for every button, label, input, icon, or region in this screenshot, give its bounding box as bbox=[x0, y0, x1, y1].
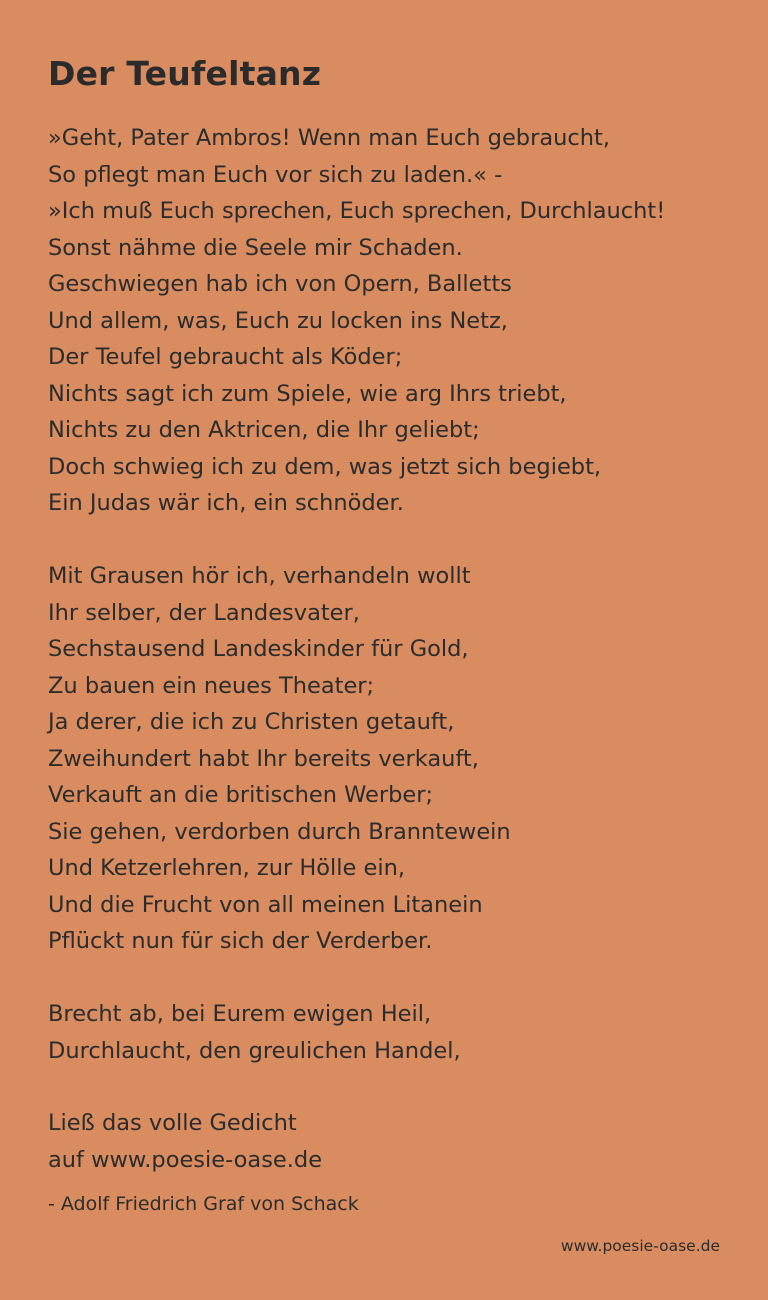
read-more-note bbox=[48, 1105, 322, 1179]
stanza-gap bbox=[48, 960, 748, 997]
poem-author: - Adolf Friedrich Graf von Schack bbox=[48, 1193, 359, 1215]
poem-title: Der Teufeltanz bbox=[48, 54, 322, 93]
poem-line: Der Teufel gebraucht als Köder; bbox=[48, 344, 403, 370]
poem-line: Zweihundert habt Ihr bereits verkauft, bbox=[48, 745, 479, 772]
poem-line: »Ich muß Euch sprechen, Euch sprechen, Durchlaucht! bbox=[48, 198, 666, 224]
poem-line: Sie gehen, verdorben durch Branntewein bbox=[48, 818, 511, 845]
poem-line: Pflückt nun für sich der Verderber. bbox=[48, 928, 433, 954]
stanza-2 bbox=[48, 558, 748, 960]
poem-line: Zu bauen ein neues Theater; bbox=[48, 672, 375, 699]
poem-line: Und allem, was, Euch zu locken ins Netz, bbox=[48, 307, 508, 334]
poem-line: Ja derer, die ich zu Christen getauft, bbox=[48, 709, 455, 735]
poem-line: »Geht, Pater Ambros! Wenn man Euch gebraucht, bbox=[48, 125, 610, 151]
poem-line: Und die Frucht von all meinen Litanein bbox=[48, 891, 483, 918]
stanza-3 bbox=[48, 996, 748, 1069]
website-watermark: www.poesie-oase.de bbox=[560, 1237, 720, 1255]
stanza-gap bbox=[48, 522, 748, 559]
poem-line: Durchlaucht, den greulichen Handel, bbox=[48, 1037, 461, 1064]
poem-line: Sonst nähme die Seele mir Schaden. bbox=[48, 234, 463, 261]
read-more-line-2: auf www.poesie-oase.de bbox=[48, 1147, 323, 1173]
poem-line: So pflegt man Euch vor sich zu laden.« - bbox=[48, 161, 503, 188]
poem-line: Verkauft an die britischen Werber; bbox=[48, 782, 434, 808]
poem-line: Ein Judas wär ich, ein schnöder. bbox=[48, 490, 404, 516]
poem-line: Mit Grausen hör ich, verhandeln wollt bbox=[48, 563, 471, 589]
poem-line: Nichts sagt ich zum Spiele, wie arg Ihrs triebt, bbox=[48, 380, 567, 407]
poem-body bbox=[48, 120, 748, 1069]
poem-line: Brecht ab, bei Eurem ewigen Heil, bbox=[48, 1001, 432, 1027]
poem-line: Sechstausend Landeskinder für Gold, bbox=[48, 636, 469, 662]
stanza-1 bbox=[48, 120, 748, 522]
poem-line: Ihr selber, der Landesvater, bbox=[48, 599, 360, 626]
read-more-line-1: Ließ das volle Gedicht bbox=[48, 1110, 297, 1136]
poem-line: Geschwiegen hab ich von Opern, Balletts bbox=[48, 271, 512, 297]
poem-line: Doch schwieg ich zu dem, was jetzt sich begiebt, bbox=[48, 453, 602, 480]
poem-line: Und Ketzerlehren, zur Hölle ein, bbox=[48, 855, 406, 881]
poem-line: Nichts zu den Aktricen, die Ihr geliebt; bbox=[48, 417, 480, 443]
